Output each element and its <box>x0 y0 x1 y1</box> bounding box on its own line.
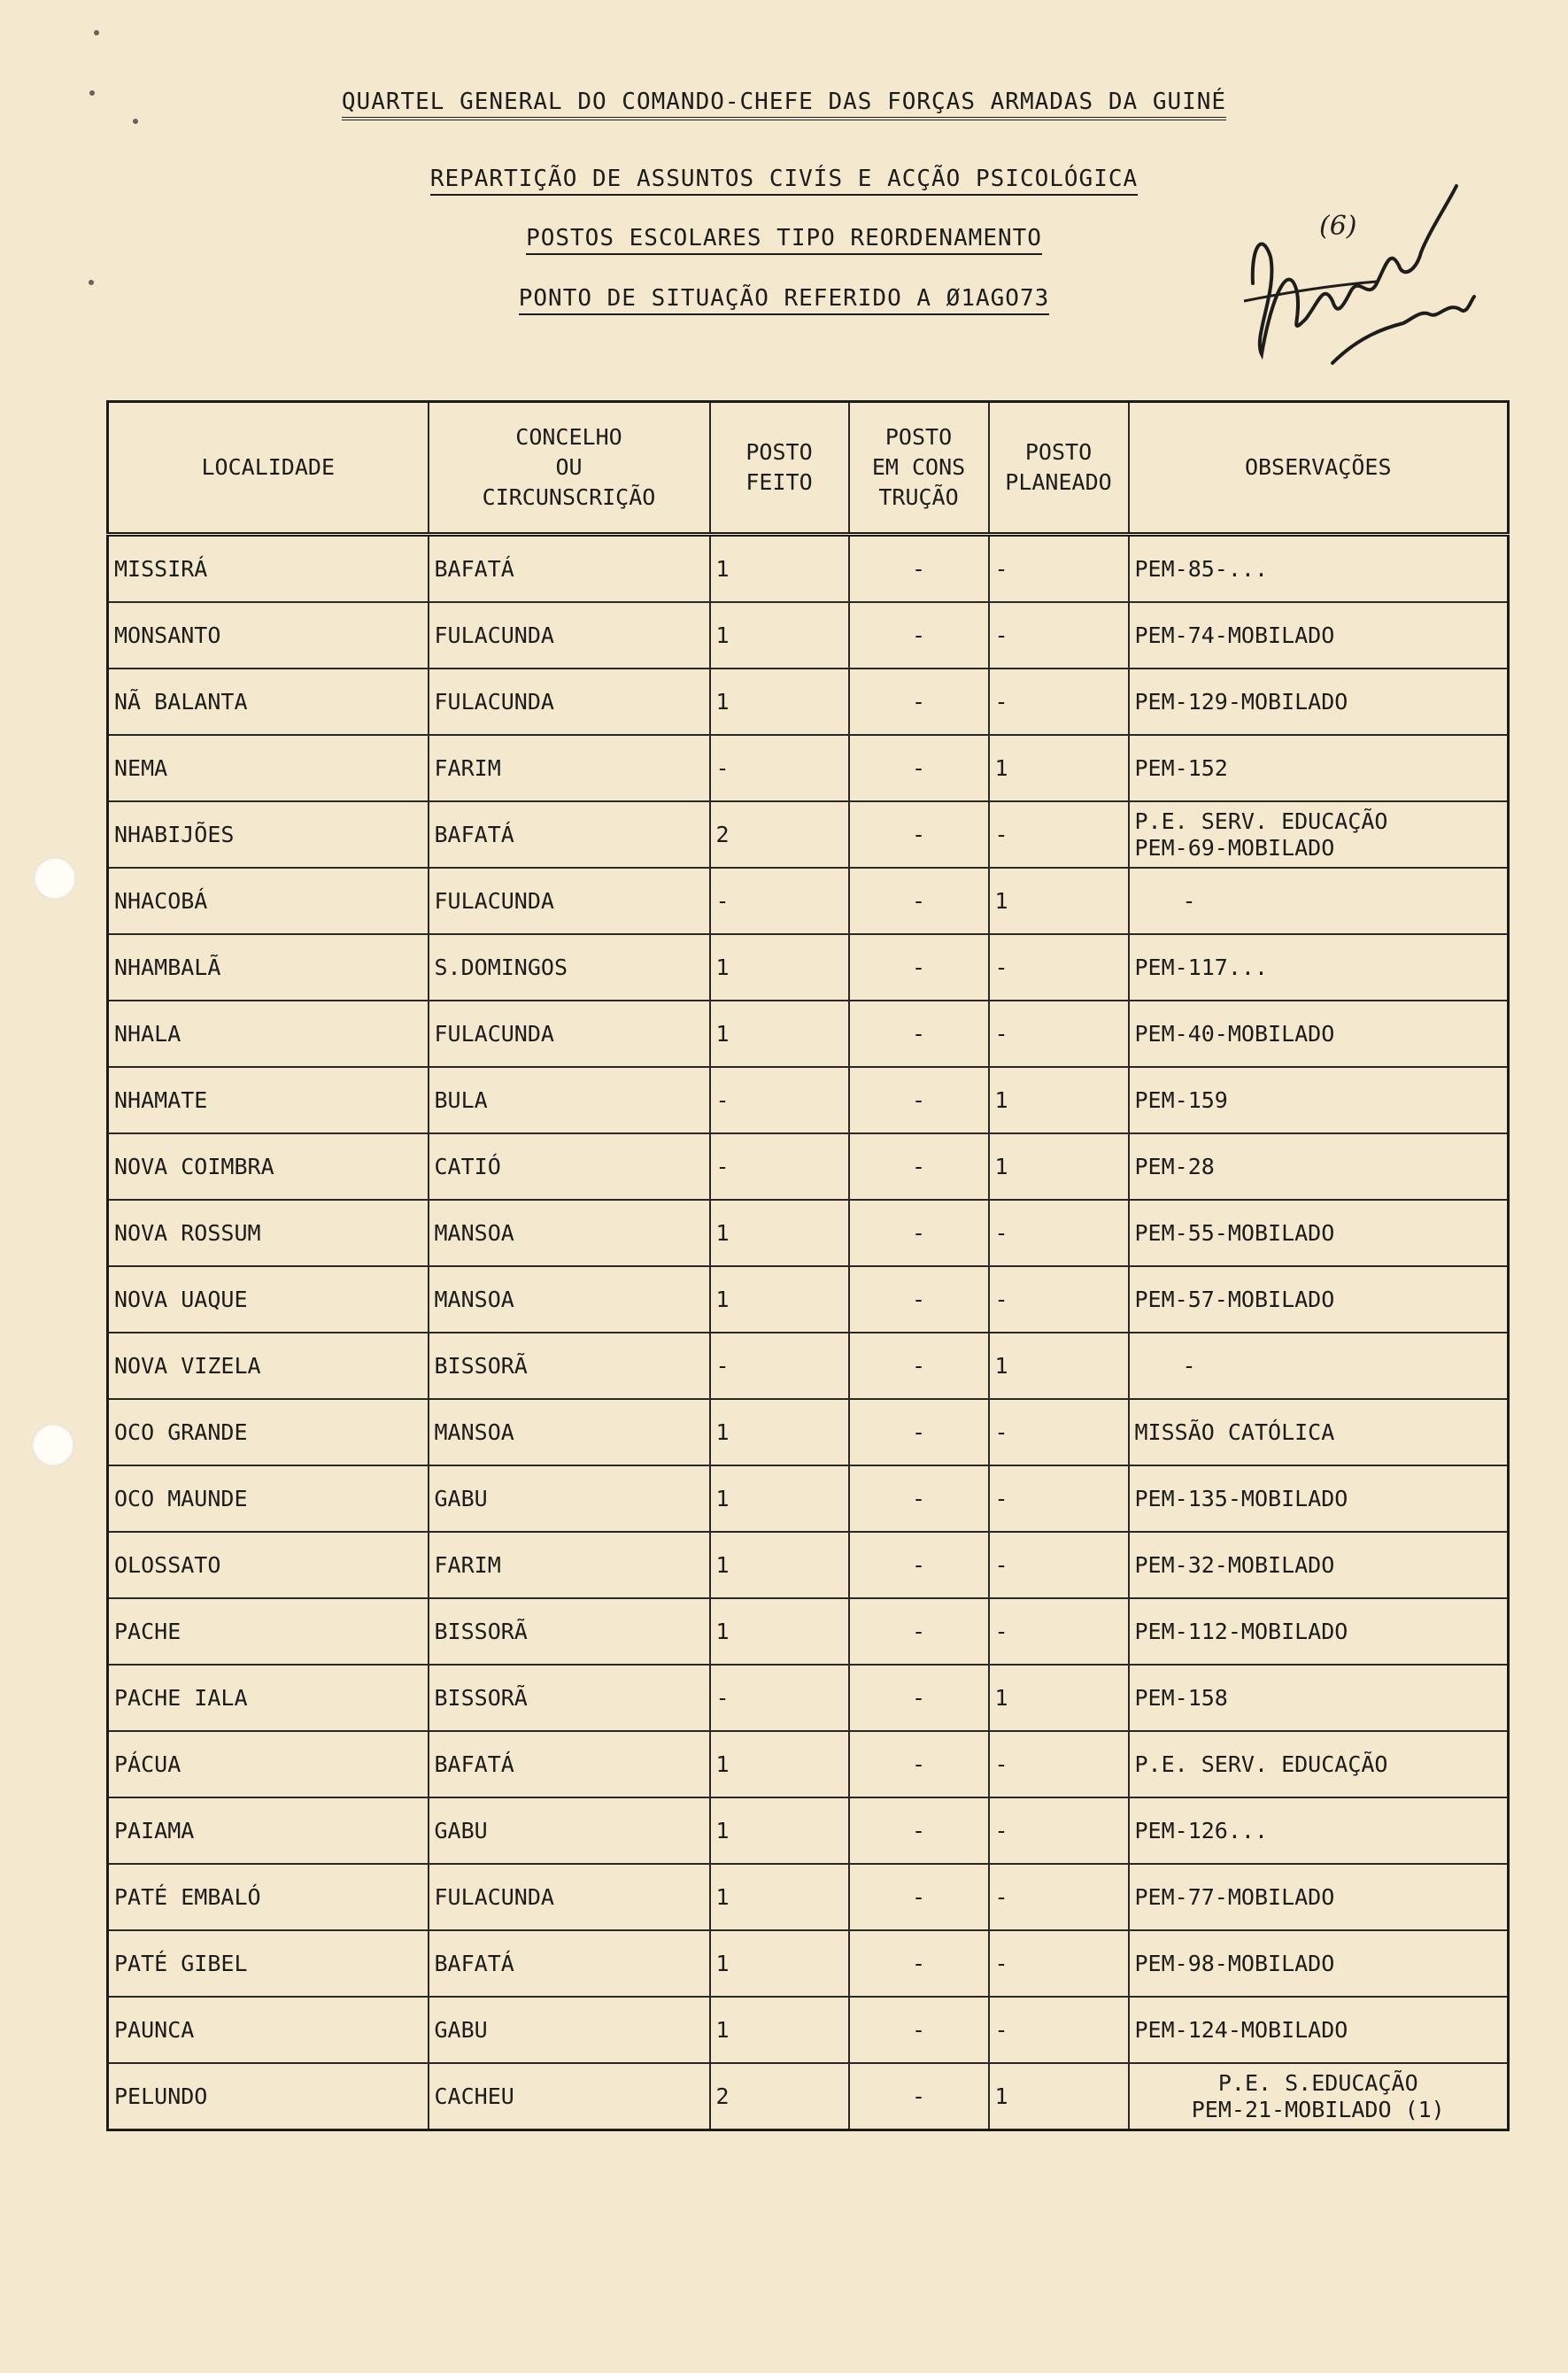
cell-observacoes: PEM-158 <box>1129 1665 1509 1731</box>
cell-posto-planeado: 1 <box>989 735 1129 801</box>
cell-posto-planeado: 1 <box>989 2063 1129 2130</box>
observacoes-line-1: P.E. S.EDUCAÇÃO <box>1217 2069 1418 2096</box>
cell-posto-planeado: 1 <box>989 1133 1129 1200</box>
observacoes-line-2: PEM-21-MOBILADO (1) <box>1191 2096 1445 2122</box>
cell-posto-construcao: - <box>849 1465 989 1532</box>
cell-posto-construcao: - <box>849 1864 989 1930</box>
cell-posto-planeado: - <box>989 801 1129 868</box>
table-row <box>108 1200 1509 1266</box>
cell-observacoes: PEM-135-MOBILADO <box>1129 1465 1509 1532</box>
handwritten-signature <box>1235 168 1483 381</box>
cell-observacoes: PEM-124-MOBILADO <box>1129 1997 1509 2063</box>
cell-posto-feito: 2 <box>710 2063 849 2130</box>
cell-observacoes: PEM-126... <box>1129 1797 1509 1864</box>
cell-concelho: CACHEU <box>429 2063 710 2130</box>
cell-posto-planeado: - <box>989 1797 1129 1864</box>
cell-posto-feito: 1 <box>710 1266 849 1333</box>
table-row <box>108 669 1509 735</box>
cell-concelho: BAFATÁ <box>429 1731 710 1797</box>
observacoes-line-2: PEM-69-MOBILADO <box>1134 834 1335 861</box>
cell-posto-planeado: - <box>989 1598 1129 1665</box>
cell-concelho: MANSOA <box>429 1399 710 1465</box>
cell-concelho: FULACUNDA <box>429 1001 710 1067</box>
column-header-observacoes: OBSERVAÇÕES <box>1129 402 1509 535</box>
schools-table <box>106 400 1510 2131</box>
cell-posto-feito: - <box>710 1665 849 1731</box>
cell-posto-feito: 1 <box>710 1598 849 1665</box>
cell-posto-feito: - <box>710 735 849 801</box>
cell-posto-construcao: - <box>849 934 989 1001</box>
cell-observacoes <box>1129 2063 1509 2130</box>
cell-posto-construcao: - <box>849 1598 989 1665</box>
cell-posto-construcao: - <box>849 1532 989 1598</box>
cell-posto-planeado: - <box>989 1930 1129 1997</box>
cell-concelho: FULACUNDA <box>429 669 710 735</box>
table-row <box>108 1333 1509 1399</box>
column-header-concelho: CONCELHO OU CIRCUNSCRIÇÃO <box>429 402 710 535</box>
cell-concelho: GABU <box>429 1997 710 2063</box>
cell-posto-feito: 1 <box>710 1930 849 1997</box>
cell-posto-construcao: - <box>849 1133 989 1200</box>
cell-observacoes: PEM-74-MOBILADO <box>1129 602 1509 669</box>
table-row <box>108 1864 1509 1930</box>
header-date-reference: PONTO DE SITUAÇÃO REFERIDO A Ø1AGO73 <box>0 285 1568 315</box>
cell-posto-feito: 1 <box>710 1731 849 1797</box>
cell-observacoes: PEM-77-MOBILADO <box>1129 1864 1509 1930</box>
column-header-posto-feito: POSTO FEITO <box>710 402 849 535</box>
cell-concelho: BAFATÁ <box>429 801 710 868</box>
cell-posto-construcao: - <box>849 735 989 801</box>
cell-concelho: BULA <box>429 1067 710 1133</box>
cell-concelho: GABU <box>429 1797 710 1864</box>
cell-observacoes: PEM-159 <box>1129 1067 1509 1133</box>
cell-concelho: BAFATÁ <box>429 535 710 603</box>
cell-observacoes: PEM-28 <box>1129 1133 1509 1200</box>
cell-concelho: BISSORÃ <box>429 1598 710 1665</box>
table-row <box>108 868 1509 934</box>
cell-posto-feito: 1 <box>710 1997 849 2063</box>
cell-posto-construcao: - <box>849 1997 989 2063</box>
cell-observacoes: PEM-40-MOBILADO <box>1129 1001 1509 1067</box>
cell-concelho: FARIM <box>429 735 710 801</box>
column-header-localidade: LOCALIDADE <box>108 402 429 535</box>
header-department: REPARTIÇÃO DE ASSUNTOS CIVÍS E ACÇÃO PSICOLÓGICA <box>0 166 1568 196</box>
cell-localidade: PELUNDO <box>108 2063 429 2130</box>
cell-localidade: NOVA ROSSUM <box>108 1200 429 1266</box>
cell-posto-feito: 1 <box>710 1001 849 1067</box>
cell-posto-planeado: - <box>989 669 1129 735</box>
cell-observacoes: P.E. SERV. EDUCAÇÃO <box>1129 1731 1509 1797</box>
cell-localidade: OCO GRANDE <box>108 1399 429 1465</box>
cell-posto-planeado: - <box>989 1997 1129 2063</box>
cell-posto-planeado: - <box>989 1864 1129 1930</box>
table-row <box>108 535 1509 603</box>
table-row <box>108 735 1509 801</box>
table-row <box>108 1067 1509 1133</box>
cell-localidade: PACHE IALA <box>108 1665 429 1731</box>
cell-observacoes: PEM-117... <box>1129 934 1509 1001</box>
cell-observacoes: - <box>1129 868 1509 934</box>
cell-posto-planeado: - <box>989 1266 1129 1333</box>
table-row <box>108 934 1509 1001</box>
table-row <box>108 602 1509 669</box>
cell-posto-construcao: - <box>849 1797 989 1864</box>
table-row <box>108 1465 1509 1532</box>
table-row <box>108 1997 1509 2063</box>
cell-observacoes: PEM-55-MOBILADO <box>1129 1200 1509 1266</box>
table-row <box>108 1532 1509 1598</box>
cell-localidade: PACHE <box>108 1598 429 1665</box>
cell-localidade: MONSANTO <box>108 602 429 669</box>
cell-posto-planeado: - <box>989 1465 1129 1532</box>
cell-observacoes: PEM-57-MOBILADO <box>1129 1266 1509 1333</box>
cell-posto-construcao: - <box>849 1001 989 1067</box>
table-row <box>108 1133 1509 1200</box>
table-row <box>108 1665 1509 1731</box>
cell-localidade: OLOSSATO <box>108 1532 429 1598</box>
cell-localidade: PÁCUA <box>108 1731 429 1797</box>
cell-posto-construcao: - <box>849 602 989 669</box>
header-title: QUARTEL GENERAL DO COMANDO-CHEFE DAS FORÇAS ARMADAS DA GUINÉ <box>0 89 1568 120</box>
cell-posto-feito: 1 <box>710 602 849 669</box>
cell-localidade: NHABIJÕES <box>108 801 429 868</box>
table-row <box>108 2063 1509 2130</box>
table-row <box>108 1797 1509 1864</box>
cell-posto-feito: - <box>710 1333 849 1399</box>
cell-posto-planeado: 1 <box>989 1067 1129 1133</box>
observacoes-line-1: P.E. SERV. EDUCAÇÃO <box>1134 808 1388 834</box>
cell-observacoes: PEM-85-... <box>1129 535 1509 603</box>
cell-localidade: PAIAMA <box>108 1797 429 1864</box>
cell-posto-feito: 2 <box>710 801 849 868</box>
table-row <box>108 1399 1509 1465</box>
cell-localidade: NHALA <box>108 1001 429 1067</box>
cell-localidade: NOVA VIZELA <box>108 1333 429 1399</box>
table-row <box>108 1266 1509 1333</box>
cell-posto-construcao: - <box>849 1067 989 1133</box>
cell-concelho: GABU <box>429 1465 710 1532</box>
cell-posto-feito: 1 <box>710 934 849 1001</box>
cell-posto-planeado: - <box>989 602 1129 669</box>
cell-posto-feito: 1 <box>710 535 849 603</box>
cell-posto-feito: 1 <box>710 669 849 735</box>
punch-hole-top <box>34 857 76 900</box>
cell-observacoes: PEM-152 <box>1129 735 1509 801</box>
cell-observacoes: PEM-129-MOBILADO <box>1129 669 1509 735</box>
cell-posto-planeado: - <box>989 535 1129 603</box>
cell-observacoes: - <box>1129 1333 1509 1399</box>
cell-posto-construcao: - <box>849 535 989 603</box>
cell-posto-planeado: 1 <box>989 868 1129 934</box>
cell-posto-planeado: - <box>989 1399 1129 1465</box>
cell-posto-planeado: 1 <box>989 1665 1129 1731</box>
cell-posto-construcao: - <box>849 1266 989 1333</box>
table-header-row <box>108 402 1509 535</box>
cell-posto-planeado: - <box>989 934 1129 1001</box>
cell-posto-construcao: - <box>849 1333 989 1399</box>
cell-posto-construcao: - <box>849 1200 989 1266</box>
cell-concelho: MANSOA <box>429 1200 710 1266</box>
cell-posto-feito: - <box>710 1067 849 1133</box>
cell-observacoes <box>1129 801 1509 868</box>
cell-posto-planeado: - <box>989 1200 1129 1266</box>
cell-posto-construcao: - <box>849 868 989 934</box>
cell-posto-feito: 1 <box>710 1532 849 1598</box>
cell-observacoes: PEM-98-MOBILADO <box>1129 1930 1509 1997</box>
cell-observacoes: PEM-32-MOBILADO <box>1129 1532 1509 1598</box>
cell-concelho: BISSORÃ <box>429 1333 710 1399</box>
column-header-posto-construcao: POSTO EM CONS TRUÇÃO <box>849 402 989 535</box>
cell-observacoes: MISSÃO CATÓLICA <box>1129 1399 1509 1465</box>
cell-localidade: PATÉ GIBEL <box>108 1930 429 1997</box>
cell-posto-construcao: - <box>849 1930 989 1997</box>
cell-concelho: CATIÓ <box>429 1133 710 1200</box>
cell-concelho: BAFATÁ <box>429 1930 710 1997</box>
cell-concelho: S.DOMINGOS <box>429 934 710 1001</box>
table-row <box>108 1001 1509 1067</box>
cell-localidade: NHACOBÁ <box>108 868 429 934</box>
cell-posto-construcao: - <box>849 669 989 735</box>
punch-hole-bottom <box>32 1424 74 1466</box>
cell-concelho: BISSORÃ <box>429 1665 710 1731</box>
folio-number: (6) <box>1319 211 1357 242</box>
cell-localidade: NEMA <box>108 735 429 801</box>
cell-posto-feito: 1 <box>710 1797 849 1864</box>
cell-posto-construcao: - <box>849 1399 989 1465</box>
cell-localidade: NHAMATE <box>108 1067 429 1133</box>
cell-posto-construcao: - <box>849 2063 989 2130</box>
column-header-posto-planeado: POSTO PLANEADO <box>989 402 1129 535</box>
cell-posto-planeado: - <box>989 1532 1129 1598</box>
cell-localidade: NOVA COIMBRA <box>108 1133 429 1200</box>
cell-posto-feito: - <box>710 868 849 934</box>
cell-concelho: FULACUNDA <box>429 868 710 934</box>
cell-observacoes: PEM-112-MOBILADO <box>1129 1598 1509 1665</box>
cell-localidade: PAUNCA <box>108 1997 429 2063</box>
cell-localidade: MISSIRÁ <box>108 535 429 603</box>
table-row <box>108 1731 1509 1797</box>
header-subject: POSTOS ESCOLARES TIPO REORDENAMENTO <box>0 225 1568 255</box>
cell-posto-feito: 1 <box>710 1864 849 1930</box>
cell-posto-feito: 1 <box>710 1465 849 1532</box>
cell-posto-construcao: - <box>849 801 989 868</box>
cell-localidade: OCO MAUNDE <box>108 1465 429 1532</box>
cell-localidade: PATÉ EMBALÓ <box>108 1864 429 1930</box>
cell-concelho: MANSOA <box>429 1266 710 1333</box>
table-row <box>108 1930 1509 1997</box>
cell-localidade: NOVA UAQUE <box>108 1266 429 1333</box>
cell-concelho: FULACUNDA <box>429 1864 710 1930</box>
cell-posto-planeado: - <box>989 1731 1129 1797</box>
cell-concelho: FARIM <box>429 1532 710 1598</box>
table-row <box>108 1598 1509 1665</box>
cell-posto-construcao: - <box>849 1731 989 1797</box>
cell-localidade: NÃ BALANTA <box>108 669 429 735</box>
paper-speck <box>94 30 99 35</box>
cell-posto-planeado: - <box>989 1001 1129 1067</box>
cell-posto-planeado: 1 <box>989 1333 1129 1399</box>
cell-posto-feito: - <box>710 1133 849 1200</box>
cell-posto-feito: 1 <box>710 1200 849 1266</box>
cell-posto-feito: 1 <box>710 1399 849 1465</box>
cell-concelho: FULACUNDA <box>429 602 710 669</box>
cell-localidade: NHAMBALÃ <box>108 934 429 1001</box>
table-row <box>108 801 1509 868</box>
cell-posto-construcao: - <box>849 1665 989 1731</box>
